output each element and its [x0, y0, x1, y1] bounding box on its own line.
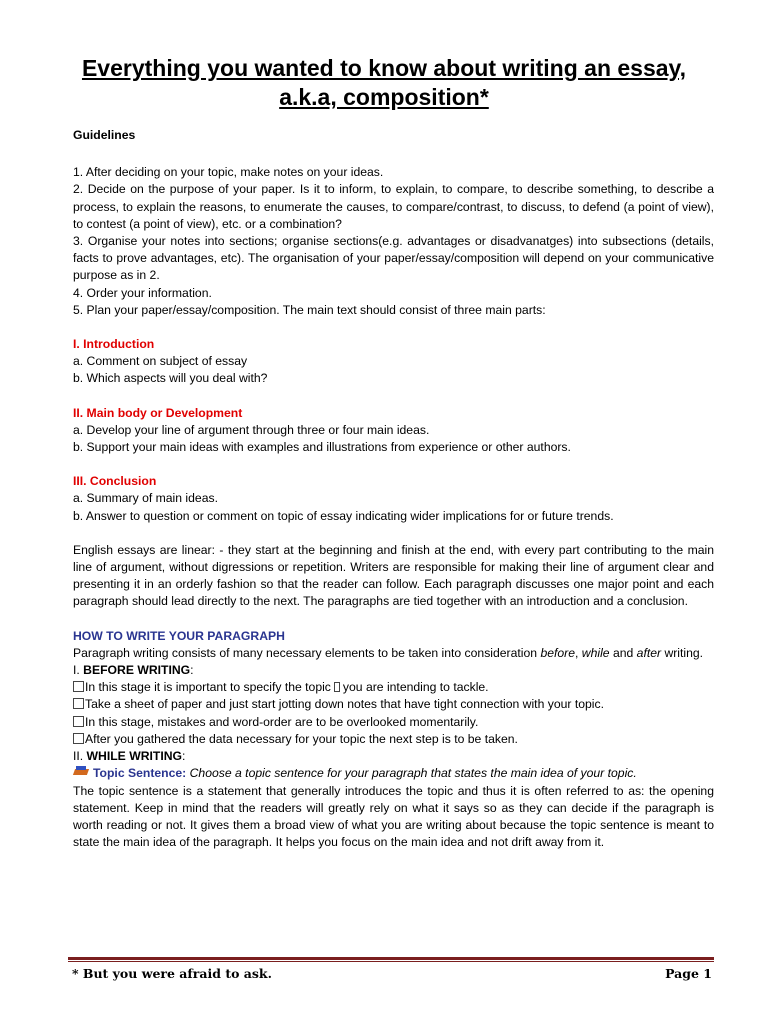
conclusion-item-a: a. Summary of main ideas.: [73, 491, 218, 506]
howto-heading: HOW TO WRITE YOUR PARAGRAPH: [73, 628, 285, 643]
before-writing-item: Take a sheet of paper and just start jotting down notes that have tight connection with your topic.: [73, 696, 714, 713]
topic-sentence-label: Topic Sentence:: [93, 766, 187, 781]
before-writing-item: In this stage it is important to specify the topic you are intending to tackle.: [73, 679, 714, 696]
main-body-item-b: b. Support your main ideas with examples and illustrations from experience or other authors.: [73, 440, 571, 455]
before-writing-item: After you gathered the data necessary for your topic the next step is to be taken.: [73, 731, 714, 748]
howto-intro: Paragraph writing consists of many necessary elements to be taken into consideration before, while and after writing.: [73, 645, 704, 660]
topic-sentence-paragraph: The topic sentence is a statement that generally introduces the topic and thus it is often referred to as: the opening statement. Keep in mind that the readers will greatly rely on what it says so as they can decide if the paragraph is worth reading or not. It gives them a broad view of what you are writing about because the topic sentence is meant to state the main idea of the paragraph. It helps you focus on the main idea and not drift away from it.: [73, 783, 714, 850]
while-writing-heading: II. WHILE WRITING:: [73, 749, 186, 764]
page-number: Page 1: [665, 966, 712, 981]
missing-glyph-icon: [73, 681, 84, 692]
conclusion-item-b: b. Answer to question or comment on topic of essay indicating wider implications for or future trends.: [73, 508, 614, 523]
guideline-item: 2. Decide on the purpose of your paper. Is it to inform, to explain, to compare, to describe something, to describe a process, to explain the reasons, to enumerate the causes, to compare/contrast, to discuss, to defend (a point of view), to contest (a point of view), etc. or a combination?: [73, 182, 714, 231]
after-emphasis: after: [636, 645, 662, 660]
introduction-item-a: a. Comment on subject of essay: [73, 354, 248, 369]
introduction-heading: I. Introduction: [73, 337, 155, 352]
conclusion-heading: III. Conclusion: [73, 474, 157, 489]
footer-rule: [68, 961, 714, 962]
missing-glyph-icon: [334, 682, 340, 692]
topic-sentence-text: Choose a topic sentence for your paragraph that states the main idea of your topic.: [186, 766, 637, 781]
before-emphasis: before: [540, 645, 575, 660]
footer-rule: [68, 957, 714, 960]
page-title: Everything you wanted to know about writing an essay, a.k.a, composition*: [81, 55, 687, 110]
book-icon: [73, 766, 89, 778]
introduction-item-b: b. Which aspects will you deal with?: [73, 371, 268, 386]
missing-glyph-icon: [73, 733, 84, 744]
main-body-heading: II. Main body or Development: [73, 405, 243, 420]
missing-glyph-icon: [73, 716, 84, 727]
before-writing-item: In this stage, mistakes and word-order are to be overlooked momentarily.: [73, 714, 714, 731]
topic-sentence-line: [73, 765, 714, 782]
linear-essay-paragraph: English essays are linear: - they start at the beginning and finish at the end, with every part contributing to the main line of argument, without digressions or repetition. Writers are responsible for making their line of argument clear and presenting it in an orderly fashion so that the reader can follow. Each paragraph discusses one major point and each paragraph should lead directly to the next. The paragraphs are tied together with an introduction and a conclusion.: [73, 542, 714, 609]
guideline-item: 1. After deciding on your topic, make notes on your ideas.: [73, 165, 384, 180]
before-writing-heading: I. BEFORE WRITING:: [73, 663, 194, 678]
footer-note: * But you were afraid to ask.: [72, 966, 272, 981]
guideline-item: 4. Order your information.: [73, 285, 212, 300]
guidelines-heading: Guidelines: [73, 128, 136, 142]
main-body-item-a: a. Develop your line of argument through three or four main ideas.: [73, 422, 430, 437]
guideline-item: 3. Organise your notes into sections; organise sections(e.g. advantages or disadvanatges) into subsections (details, facts to prove advantages, etc). The organisation of your paper/essay/composition will depend on your communicative purpose as in 2.: [73, 234, 714, 283]
while-emphasis: while: [581, 645, 610, 660]
guideline-item: 5. Plan your paper/essay/composition. The main text should consist of three main parts:: [73, 302, 546, 317]
missing-glyph-icon: [73, 698, 84, 709]
document-body: [73, 127, 714, 851]
